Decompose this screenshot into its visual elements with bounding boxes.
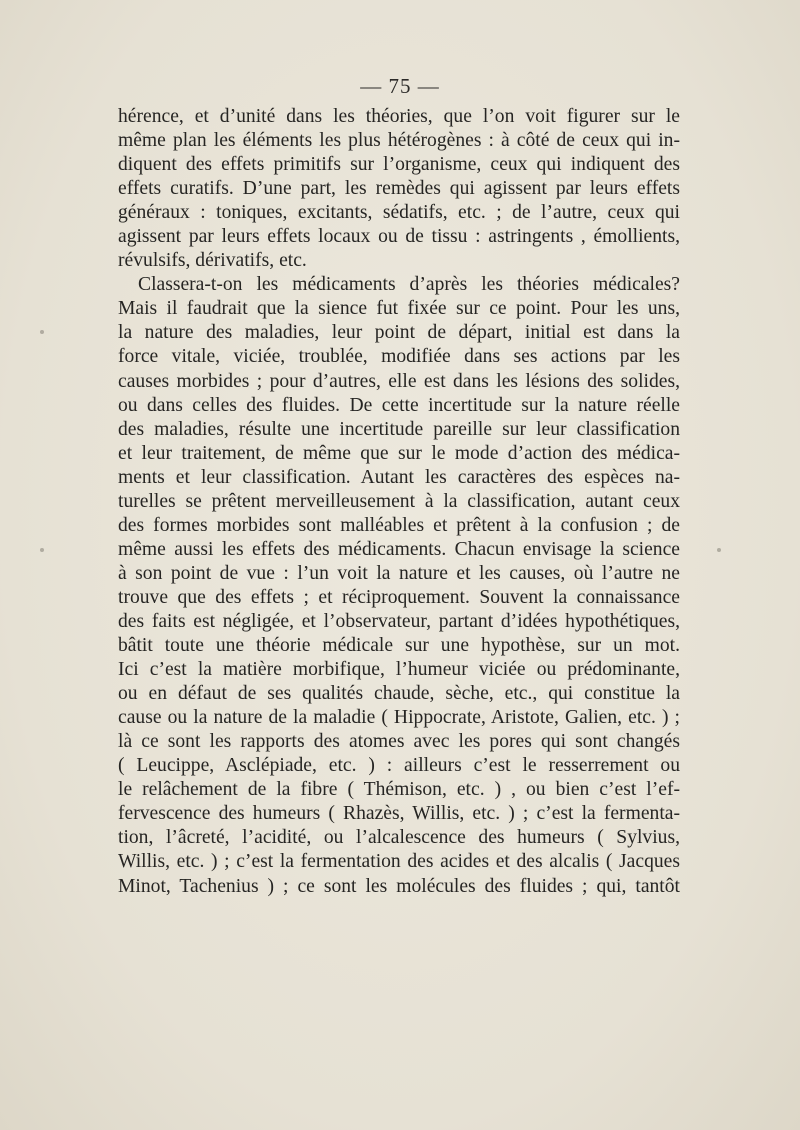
text-line: et leur traitement, de même que sur le mode d’action des médica-: [118, 442, 680, 464]
text-line: des formes morbides sont malléables et prêtent à la confusion ; de: [118, 514, 680, 536]
text-line: généraux : toniques, excitants, sédatifs, etc. ; de l’autre, ceux qui: [118, 202, 680, 224]
text-line: même aussi les effets des médicaments. Chacun envisage la science: [118, 538, 680, 560]
text-line: des faits est négligée, et l’observateur, partant d’idées hypothétiques,: [118, 610, 680, 632]
text-line: turelles se prêtent merveilleusement à la classification, autant ceux: [118, 490, 680, 512]
text-line: Ici c’est la matière morbifique, l’humeur viciée ou prédominante,: [118, 659, 680, 681]
text-line: des maladies, résulte une incertitude pareille sur leur classification: [118, 418, 680, 440]
paper-speck: [717, 548, 721, 552]
text-line: Mais il faudrait que la sience fut fixée sur ce point. Pour les uns,: [118, 298, 680, 320]
text-line: Minot, Tachenius ) ; ce sont les molécules des fluides ; qui, tantôt: [118, 875, 680, 897]
text-line: ( Leucippe, Asclépiade, etc. ) : ailleurs c’est le resserrement ou: [118, 755, 680, 777]
text-line: tion, l’âcreté, l’acidité, ou l’alcalescence des humeurs ( Sylvius,: [118, 827, 680, 849]
text-line: Willis, etc. ) ; c’est la fermentation des acides et des alcalis ( Jacques: [118, 851, 680, 873]
text-line: diquent des effets primitifs sur l’organisme, ceux qui indiquent des: [118, 154, 680, 176]
text-line: le relâchement de la fibre ( Thémison, etc. ) , ou bien c’est l’ef-: [118, 779, 680, 801]
paper-speck: [40, 330, 44, 334]
body-text: [118, 105, 680, 899]
text-line: ments et leur classification. Autant les caractères des espèces na-: [118, 466, 680, 488]
text-line: force vitale, viciée, troublée, modifiée dans ses actions par les: [118, 346, 680, 368]
text-line: cause ou la nature de la maladie ( Hippocrate, Aristote, Galien, etc. ) ;: [118, 707, 680, 729]
text-line: la nature des maladies, leur point de départ, initial est dans la: [118, 322, 680, 344]
text-line: ou en défaut de ses qualités chaude, sèche, etc., qui constitue la: [118, 683, 680, 705]
text-line: trouve que des effets ; et réciproquement. Souvent la connaissance: [118, 586, 680, 608]
page-number: — 75 —: [360, 74, 440, 98]
text-line: bâtit toute une théorie médicale sur une hypothèse, sur un mot.: [118, 635, 680, 657]
text-line: là ce sont les rapports des atomes avec les pores qui sont changés: [118, 731, 680, 753]
text-line: même plan les éléments les plus hétérogènes : à côté de ceux qui in-: [118, 130, 680, 152]
text-line: à son point de vue : l’un voit la nature et les causes, où l’autre ne: [118, 562, 680, 584]
text-line: fervescence des humeurs ( Rhazès, Willis, etc. ) ; c’est la fermenta-: [118, 803, 680, 825]
text-line: effets curatifs. D’une part, les remèdes qui agissent par leurs effets: [118, 178, 680, 200]
text-line: causes morbides ; pour d’autres, elle est dans les lésions des solides,: [118, 370, 680, 392]
text-line: agissent par leurs effets locaux ou de tissu : astringents , émollients,: [118, 226, 680, 248]
text-line: ou dans celles des fluides. De cette incertitude sur la nature réelle: [118, 394, 680, 416]
text-line: révulsifs, dérivatifs, etc.: [118, 250, 307, 272]
text-line: Classera-t-on les médicaments d’après les théories médicales?: [138, 274, 680, 296]
text-line: hérence, et d’unité dans les théories, que l’on voit figurer sur le: [118, 106, 680, 127]
paper-speck: [40, 548, 44, 552]
